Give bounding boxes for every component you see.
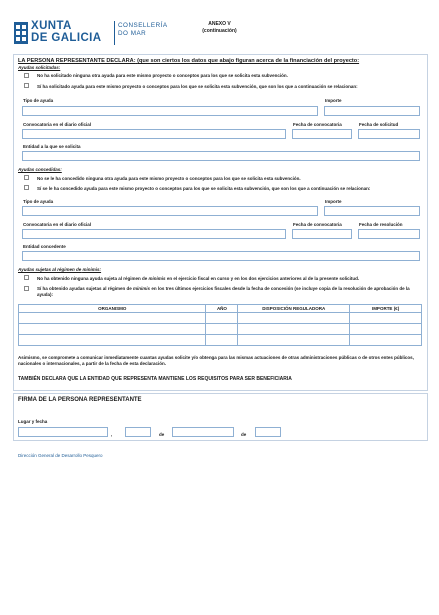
table-row (19, 324, 422, 335)
minimis-heading: Ayudas sujetas al régimen de minimis: (18, 267, 102, 272)
granted-aids-heading: Ayudas concedidas: (18, 167, 62, 172)
annex-title: ANEXO V (continuación) (202, 21, 237, 34)
requested-call-date-field[interactable] (292, 129, 352, 139)
requested-entity-field[interactable] (22, 151, 420, 161)
minimis-yes-label: Sí ha obtenido ayudas sujetas al régimen de minimis en los tres últimos ejercicios fiscales desde la fecha de concesión (se incluye copia de la resolución de aprobación de la ayuda): (37, 286, 410, 297)
footer-organization: Dirección General de Desarrollo Pesquero (18, 453, 103, 458)
requested-official-call-field[interactable] (22, 129, 286, 139)
requested-request-date-field[interactable] (358, 129, 420, 139)
de-separator-1: de (159, 432, 165, 437)
department-name: CONSELLERÍA DO MAR (118, 22, 168, 37)
minimis-yes-checkbox[interactable] (24, 286, 29, 291)
table-cell[interactable] (350, 335, 422, 346)
signature-title: FIRMA DE LA PERSONA REPRESENTANTE (18, 397, 142, 403)
granted-official-call-label: Convocatoria en el diario oficial (23, 222, 92, 227)
granted-call-date-field[interactable] (292, 229, 352, 239)
requested-yes-label: Sí ha solicitado ayuda para este mismo proyecto o conceptos para los que se solicita esta subvención, que son los que a continuación se relacionan: (37, 84, 358, 89)
granted-call-date-label: Fecha de convocatoria (293, 222, 342, 227)
place-field[interactable] (18, 427, 108, 437)
requested-request-date-label: Fecha de solicitud (359, 122, 399, 127)
granted-resolution-date-field[interactable] (358, 229, 420, 239)
table-cell[interactable] (206, 324, 238, 335)
table-cell[interactable] (19, 313, 206, 324)
requested-amount-field[interactable] (324, 106, 420, 116)
comma-separator: , (111, 432, 113, 437)
table-header-row (19, 305, 422, 313)
requested-yes-checkbox[interactable] (24, 83, 29, 88)
requested-amount-label: Importe (325, 98, 342, 103)
requested-call-date-label: Fecha de convocatoria (293, 122, 342, 127)
month-field[interactable] (172, 427, 234, 437)
column-header-organism: ORGANISMO (19, 305, 206, 313)
de-separator-2: de (241, 432, 247, 437)
granted-amount-label: Importe (325, 199, 342, 204)
granted-amount-field[interactable] (324, 206, 420, 216)
declaration-title: LA PERSONA REPRESENTANTE DECLARA: (que son ciertos los datos que abajo figuran acerca de la financiación del proyecto: (18, 58, 360, 64)
column-header-regulation: DISPOSICIÓN REGULADORA (238, 305, 350, 313)
declaration-section (13, 54, 428, 391)
granted-aid-type-label: Tipo de ayuda (23, 199, 54, 204)
granted-yes-label: Sí se le ha concedido ayuda para este mismo proyecto o conceptos para los que se solicita esta subvención, que son los que a continuación se relacionan: (37, 186, 371, 191)
requested-aids-heading: Ayudas solicitadas: (18, 65, 61, 70)
column-header-year: AÑO (206, 305, 238, 313)
logo-text: XUNTA DE GALICIA (31, 20, 102, 44)
minimis-none-checkbox[interactable] (24, 275, 29, 280)
minimis-aids-table (18, 304, 422, 346)
table-row (19, 335, 422, 346)
granting-entity-field[interactable] (22, 251, 420, 261)
table-row (19, 313, 422, 324)
table-cell[interactable] (238, 335, 350, 346)
requested-aid-type-field[interactable] (22, 106, 318, 116)
year-field[interactable] (255, 427, 281, 437)
table-cell[interactable] (206, 313, 238, 324)
requested-none-label: No ha solicitado ninguna otra ayuda para este mismo proyecto o conceptos para los que se solicita esta subvención. (37, 73, 288, 78)
granting-entity-label: Entidad concedente (23, 244, 66, 249)
requested-aid-type-label: Tipo de ayuda (23, 98, 54, 103)
granted-official-call-field[interactable] (22, 229, 286, 239)
also-declares-text: TAMBIÉN DECLARA QUE LA ENTIDAD QUE REPRESENTA MANTIENE LOS REQUISITOS PARA SER BENEFICIARIA (18, 376, 292, 382)
granted-aid-type-field[interactable] (22, 206, 318, 216)
table-cell[interactable] (19, 335, 206, 346)
table-cell[interactable] (19, 324, 206, 335)
requested-entity-label: Entidad a la que se solicita (23, 144, 81, 149)
column-header-amount: IMPORTE (€) (350, 305, 422, 313)
place-date-label: Lugar y fecha (18, 419, 48, 424)
signature-section (13, 393, 428, 441)
table-cell[interactable] (238, 313, 350, 324)
requested-official-call-label: Convocatoria en el diario oficial (23, 122, 92, 127)
table-cell[interactable] (206, 335, 238, 346)
table-cell[interactable] (350, 313, 422, 324)
table-cell[interactable] (350, 324, 422, 335)
minimis-none-label: No ha obtenido ninguna ayuda sujeta al régimen de minimis en el ejercicio fiscal en curso y en los dos ejercicios anteriores al de la presente solicitud. (37, 276, 360, 281)
granted-none-label: No se le ha concedido ninguna otra ayuda para este mismo proyecto o conceptos para los que se solicita esta subvención. (37, 176, 301, 181)
granted-yes-checkbox[interactable] (24, 185, 29, 190)
table-cell[interactable] (238, 324, 350, 335)
day-field[interactable] (125, 427, 151, 437)
requested-none-checkbox[interactable] (24, 73, 29, 78)
granted-resolution-date-label: Fecha de resolución (359, 222, 403, 227)
commitment-text: Asimismo, se compromete a comunicar inmediatamente cuantas ayudas solicite y/o obtenga para las mismas actuaciones de otras administraciones públicas o de otros entes públicos, nacionales o internacionales, a partir de la fecha de esta declaración. (18, 355, 414, 366)
granted-none-checkbox[interactable] (24, 175, 29, 180)
